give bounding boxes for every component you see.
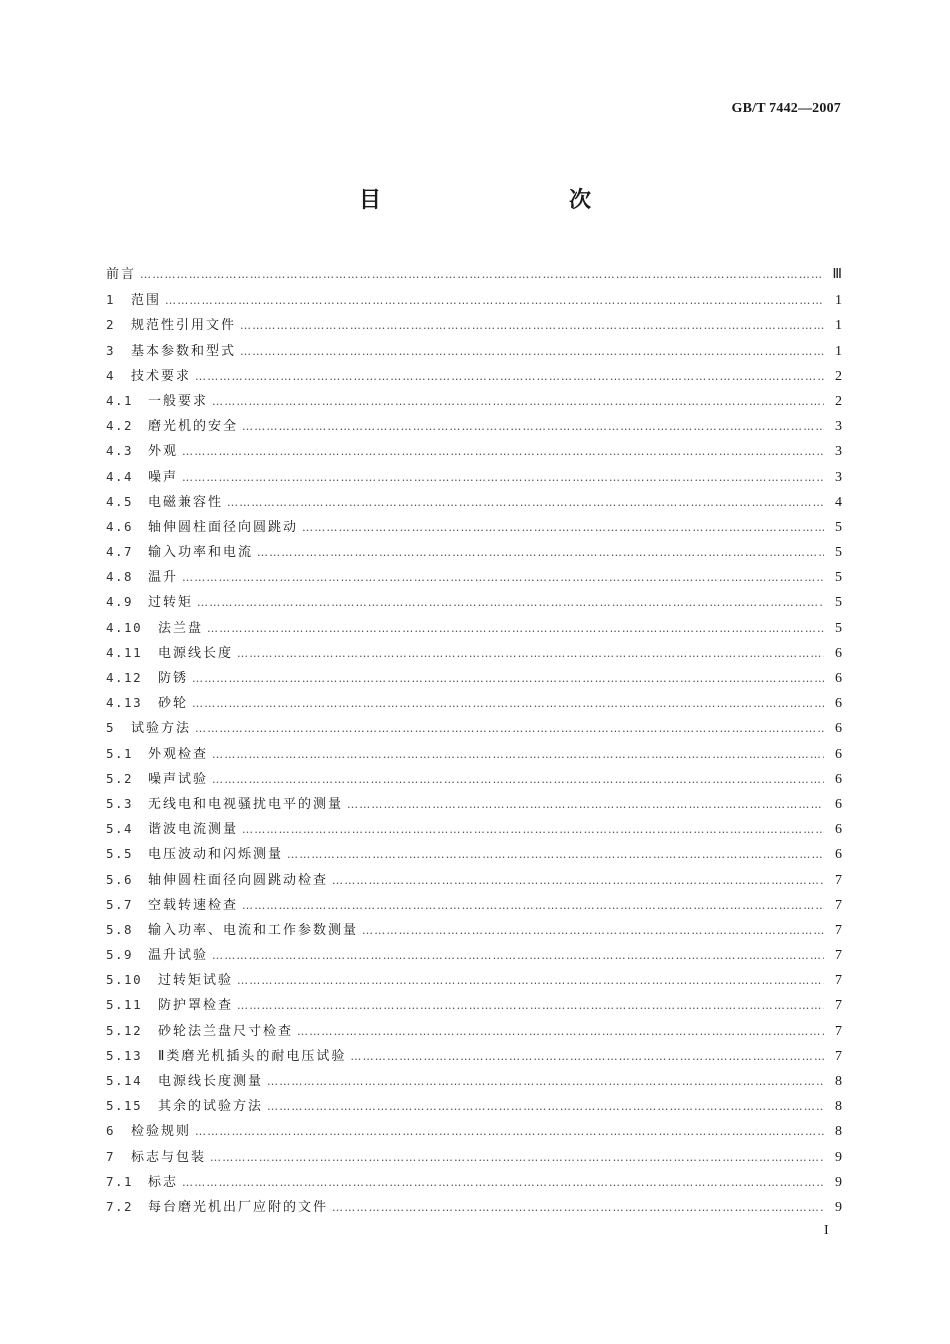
toc-dot-leader (195, 716, 824, 741)
toc-entry-page: 3 (835, 419, 842, 435)
toc-entry-label: 过转矩试验 (158, 973, 234, 989)
toc-entry-label: 基本参数和型式 (131, 343, 237, 359)
toc-dot-leader (227, 490, 824, 515)
toc-entry[interactable] (106, 489, 842, 514)
toc-entry-label: 电磁兼容性 (148, 494, 224, 510)
toc-entry-number: 5 (106, 720, 116, 736)
toc-entry-page: 6 (835, 671, 842, 686)
toc-entry-label: 外观检查 (148, 746, 209, 762)
toc-entry-page: 6 (835, 696, 842, 712)
toc-entry[interactable] (106, 615, 842, 640)
toc-entry-label: 前言 (106, 267, 137, 282)
toc-entry[interactable] (106, 917, 842, 942)
toc-entry[interactable] (106, 715, 842, 740)
toc-entry-number: 5.14 (106, 1073, 143, 1088)
toc-entry-number: 5.4 (106, 821, 134, 837)
toc-dot-leader (182, 565, 824, 590)
toc-dot-leader (192, 666, 824, 691)
toc-entry-page: 7 (835, 1048, 842, 1064)
toc-entry-label: 磨光机的安全 (148, 419, 239, 435)
toc-entry-label: 电压波动和闪烁测量 (148, 847, 284, 863)
toc-entry-number: 5.3 (106, 795, 134, 811)
toc-dot-leader (195, 1119, 824, 1144)
toc-entry-number: 4.3 (106, 443, 134, 459)
toc-dot-leader (210, 1145, 824, 1170)
toc-entry-page: 1 (835, 318, 842, 334)
toc-dot-leader (237, 641, 824, 666)
toc-entry-page: 6 (835, 822, 842, 838)
toc-entry-label: 防锈 (158, 671, 189, 686)
standard-code: GB/T 7442—2007 (731, 101, 841, 116)
toc-dot-leader (242, 817, 824, 842)
toc-entry-page: 6 (835, 796, 842, 812)
toc-dot-leader (257, 540, 824, 565)
toc-entry-number: 4.5 (106, 493, 134, 509)
toc-entry[interactable] (106, 1194, 842, 1219)
toc-entry-label: 过转矩 (148, 595, 194, 611)
toc-entry[interactable] (106, 338, 842, 363)
page-title: 目 次 (358, 188, 639, 213)
toc-entry[interactable] (106, 1169, 842, 1194)
toc-dot-leader (240, 313, 824, 338)
toc-entry-number: 5.9 (106, 947, 134, 963)
toc-dot-leader (297, 1019, 824, 1044)
toc-entry[interactable] (106, 262, 842, 287)
toc-entry-number: 4.13 (106, 695, 143, 711)
toc-entry-page: 7 (835, 948, 842, 964)
toc-entry[interactable] (106, 841, 842, 866)
toc-entry-page: 2 (835, 393, 842, 409)
toc-entry-label: 无线电和电视骚扰电平的测量 (148, 796, 344, 812)
toc-entry-page: 8 (835, 1124, 842, 1140)
toc-entry-page: 5 (835, 595, 842, 611)
toc-entry[interactable] (106, 816, 842, 841)
toc-entry[interactable] (106, 1144, 842, 1169)
toc-entry-number: 4.9 (106, 594, 134, 610)
toc-entry-number: 5.10 (106, 972, 143, 988)
toc-entry[interactable] (106, 514, 842, 539)
toc-entry-page: 5 (835, 519, 842, 535)
toc-entry-number: 4.10 (106, 619, 143, 635)
toc-entry-number: 5.11 (106, 997, 143, 1013)
toc-entry[interactable] (106, 640, 842, 665)
toc-entry-page: 6 (835, 721, 842, 737)
toc-entry-number: 7.1 (106, 1173, 134, 1189)
toc-entry[interactable] (106, 766, 842, 791)
toc-entry[interactable] (106, 741, 842, 766)
toc-dot-leader (302, 515, 824, 540)
toc-dot-leader (212, 943, 824, 968)
toc-entry-number: 4.11 (106, 644, 143, 660)
toc-entry-number: 6 (106, 1123, 116, 1139)
toc-entry-number: 5.2 (106, 770, 134, 786)
toc-entry[interactable] (106, 867, 842, 892)
toc-dot-leader (267, 1094, 824, 1119)
toc-entry[interactable] (106, 1093, 842, 1118)
toc-dot-leader (347, 792, 824, 817)
toc-entry[interactable] (106, 287, 842, 312)
toc-entry-number: 5.13 (106, 1047, 143, 1063)
toc-entry-page: 6 (835, 645, 842, 661)
toc-dot-leader (182, 439, 824, 464)
toc-entry-number: 5.5 (106, 846, 134, 862)
toc-entry-page: 5 (835, 570, 842, 586)
toc-entry[interactable] (106, 1018, 842, 1043)
toc-dot-leader (182, 1170, 824, 1195)
toc-dot-leader (212, 767, 824, 792)
table-of-contents (106, 262, 842, 1219)
toc-entry-label: 谐波电流测量 (148, 822, 239, 838)
toc-entry[interactable] (106, 1068, 842, 1093)
toc-entry-number: 4.12 (106, 670, 143, 685)
toc-entry-label: 输入功率和电流 (148, 545, 254, 561)
toc-entry-label: 电源线长度 (158, 645, 234, 661)
toc-entry[interactable] (106, 690, 842, 715)
toc-entry[interactable] (106, 892, 842, 917)
toc-dot-leader (242, 893, 824, 918)
toc-entry[interactable] (106, 564, 842, 589)
toc-entry-label: 温升 (148, 570, 179, 586)
toc-entry-label: 砂轮法兰盘尺寸检查 (158, 1023, 294, 1039)
toc-entry-page: 8 (835, 1099, 842, 1115)
toc-entry-number: 5.6 (106, 871, 134, 887)
toc-entry-label: 规范性引用文件 (131, 318, 237, 334)
toc-dot-leader (237, 968, 824, 993)
toc-dot-leader (240, 339, 824, 364)
toc-entry-label: 法兰盘 (158, 620, 204, 636)
toc-entry[interactable] (106, 665, 842, 690)
toc-entry[interactable] (106, 942, 842, 967)
toc-entry-label: 其余的试验方法 (158, 1099, 264, 1115)
toc-entry-page: 5 (835, 545, 842, 561)
toc-dot-leader (207, 616, 824, 641)
toc-entry[interactable] (106, 464, 842, 489)
toc-entry-label: 标志 (148, 1174, 179, 1190)
toc-entry-label: 外观 (148, 444, 179, 460)
toc-entry-page: 7 (835, 872, 842, 888)
toc-entry-number: 5.1 (106, 745, 134, 761)
toc-entry-page: 9 (835, 1174, 842, 1190)
toc-dot-leader (350, 1044, 824, 1069)
toc-entry-page: 7 (835, 998, 842, 1014)
toc-entry-label: 范围 (131, 293, 162, 309)
toc-entry-number: 4.4 (106, 468, 134, 484)
toc-entry-page: 7 (835, 1023, 842, 1039)
toc-entry[interactable] (106, 589, 842, 614)
toc-entry-label: 轴伸圆柱面径向圆跳动 (148, 519, 299, 535)
toc-entry-number: 5.7 (106, 896, 134, 912)
toc-dot-leader (242, 414, 824, 439)
toc-entry-label: 技术要求 (131, 368, 192, 384)
toc-dot-leader (362, 918, 824, 943)
toc-entry-page: 9 (835, 1199, 842, 1215)
toc-entry-page: 3 (835, 469, 842, 485)
toc-dot-leader (182, 465, 824, 490)
toc-entry-number: 7.2 (106, 1198, 134, 1214)
toc-entry-page: 1 (835, 343, 842, 359)
toc-dot-leader (332, 868, 824, 893)
toc-entry-label: 砂轮 (158, 696, 189, 712)
toc-entry-page: 8 (835, 1074, 842, 1089)
toc-entry[interactable] (106, 413, 842, 438)
toc-entry-number: 4.6 (106, 518, 134, 534)
toc-entry-label: 噪声 (148, 469, 179, 485)
toc-entry-number: 4 (106, 367, 116, 383)
toc-entry[interactable] (106, 363, 842, 388)
toc-entry-page: 1 (835, 293, 842, 309)
toc-entry-label: 电源线长度测量 (158, 1074, 264, 1089)
toc-entry-number: 2 (106, 317, 116, 333)
toc-entry-page: 9 (835, 1149, 842, 1165)
toc-entry-number: 1 (106, 292, 116, 308)
toc-entry[interactable] (106, 438, 842, 463)
toc-entry-page: 7 (835, 922, 842, 938)
toc-entry-label: 温升试验 (148, 948, 209, 964)
toc-dot-leader (287, 842, 824, 867)
toc-dot-leader (212, 742, 824, 767)
toc-dot-leader (140, 262, 824, 287)
toc-entry[interactable] (106, 312, 842, 337)
toc-entry-number: 4.8 (106, 569, 134, 585)
toc-entry-label: Ⅱ类磨光机插头的耐电压试验 (158, 1048, 347, 1064)
toc-entry[interactable] (106, 1118, 842, 1143)
toc-entry-label: 每台磨光机出厂应附的文件 (148, 1199, 329, 1215)
toc-entry-label: 空载转速检查 (148, 897, 239, 913)
toc-entry-label: 轴伸圆柱面径向圆跳动检查 (148, 872, 329, 888)
toc-entry-label: 防护罩检查 (158, 998, 234, 1014)
toc-entry-page: 4 (835, 494, 842, 510)
page-number: I (824, 1223, 829, 1238)
toc-entry-number: 4.2 (106, 418, 134, 434)
toc-entry-page: 7 (835, 973, 842, 989)
toc-entry[interactable] (106, 1043, 842, 1068)
toc-entry-number: 5.8 (106, 921, 134, 937)
toc-entry[interactable] (106, 967, 842, 992)
toc-dot-leader (195, 364, 824, 389)
toc-entry-page: 6 (835, 847, 842, 863)
toc-dot-leader (192, 691, 824, 716)
toc-dot-leader (165, 288, 824, 313)
toc-entry-label: 噪声试验 (148, 771, 209, 787)
toc-entry-page: 6 (835, 771, 842, 787)
toc-entry-page: 7 (835, 897, 842, 913)
toc-entry-page: 2 (835, 368, 842, 384)
toc-entry-number: 4.1 (106, 392, 134, 408)
toc-entry[interactable] (106, 992, 842, 1017)
toc-entry[interactable] (106, 388, 842, 413)
toc-entry[interactable] (106, 539, 842, 564)
toc-entry-page: 6 (835, 746, 842, 762)
toc-dot-leader (212, 389, 824, 414)
toc-entry-number: 7 (106, 1148, 116, 1164)
toc-dot-leader (267, 1069, 824, 1094)
toc-entry-page: Ⅲ (832, 267, 842, 282)
toc-entry-label: 一般要求 (148, 393, 209, 409)
toc-dot-leader (237, 993, 824, 1018)
toc-dot-leader (332, 1195, 824, 1220)
toc-entry-label: 检验规则 (131, 1124, 192, 1140)
toc-entry-number: 5.12 (106, 1022, 143, 1038)
toc-entry-label: 试验方法 (131, 721, 192, 737)
toc-entry-number: 4.7 (106, 544, 134, 560)
toc-entry[interactable] (106, 791, 842, 816)
toc-entry-page: 5 (835, 620, 842, 636)
toc-entry-number: 5.15 (106, 1098, 143, 1114)
toc-entry-label: 输入功率、电流和工作参数测量 (148, 922, 359, 938)
toc-entry-label: 标志与包装 (131, 1149, 207, 1165)
toc-dot-leader (197, 590, 824, 615)
toc-entry-page: 3 (835, 444, 842, 460)
toc-entry-number: 3 (106, 342, 116, 358)
